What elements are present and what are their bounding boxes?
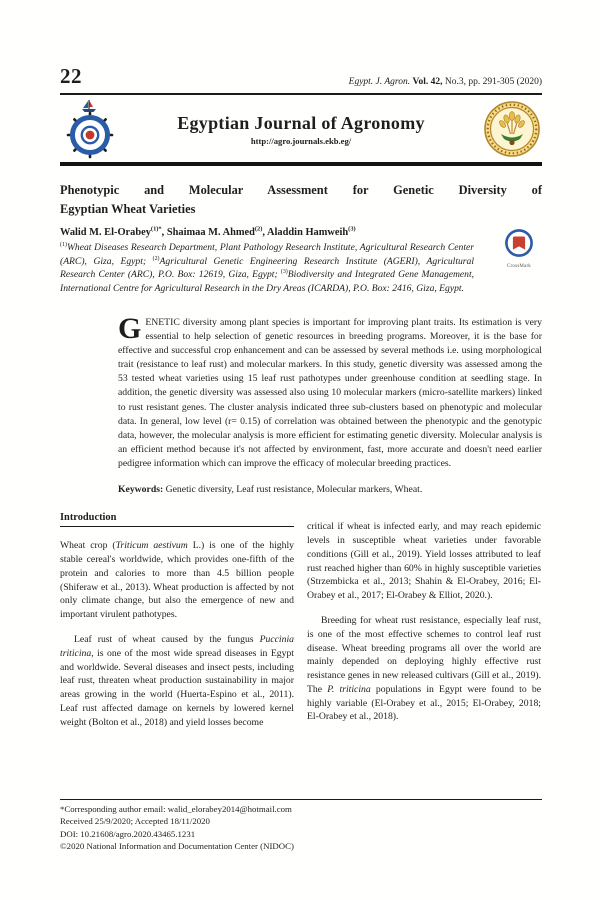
correspondence-line: *Corresponding author email: walid_elorabey2014@hotmail.com <box>60 804 292 814</box>
masthead <box>60 95 542 161</box>
arc-emblem-logo-icon <box>482 100 542 158</box>
crossmark-badge[interactable] <box>500 228 538 269</box>
keywords-line <box>118 484 542 495</box>
footer-divider <box>60 799 542 800</box>
author-list: Walid M. El-Orabey$^{(1)*}$, Shaimaa M. Ahmed$^{(2)}$, Aladdin Hamweih$^{(3)}$ <box>60 225 356 239</box>
abstract-text: ENETIC diversity among plant species is important for improving plant traits. Its estimation is very essential to help selection of genetic resources in breeding programs. Moreover, it is the base for effective and successful crop enhancement and can be assessed by several methods i.e. using morphological trait (resistance to leaf rust) and molecular markers. In this study, genetic diversity was assessed among the 53 tested wheat varieties using 15 leaf rust pathotypes under greenhouse condition at seedling stage. In addition, the genetic diversity was assessed also using 10 molecular markers (micro-satellite markers) linked to rust resistant genes. The cluster analysis indicated three sub-clusters based on phenotypic and molecular data. In general, low level (r= 0.15) of correlation was obtained between the phenotypic and the genotypic data, however, the molecular analysis is more efficient for estimating genetic diversity. Molecular analysis is an efficient method because it's not affected by environment, fast, more accurate and doesn't need earlier pedigree information which can improve the efficacy of molecular breeding practices. <box>118 316 542 470</box>
keywords-label: Keywords: <box>118 484 164 496</box>
doi-line: DOI: 10.21608/agro.2020.43465.1231 <box>60 828 196 839</box>
abstract-drop-cap: G <box>118 311 142 345</box>
article-title <box>60 181 542 218</box>
crossmark-icon <box>504 228 534 258</box>
received-accepted-line: Received 25/9/2020; Accepted 18/11/2020 <box>60 816 210 827</box>
journal-url-link[interactable]: http://agro.journals.ekb.eg/ <box>250 135 352 146</box>
page-number: 22 <box>60 64 82 88</box>
article-title-line1: Phenotypic and Molecular Assessment for Genetic Diversity of <box>60 183 542 197</box>
journal-title: Egyptian Journal of Agronomy <box>177 112 425 133</box>
masthead-divider <box>60 162 542 166</box>
abstract <box>118 311 542 472</box>
left-column <box>60 512 294 740</box>
page-footer <box>60 799 542 852</box>
keywords-text: Genetic diversity, Leaf rust resistance, Molecular markers, Wheat. <box>163 484 423 496</box>
intro-paragraph: Breeding for wheat rust resistance, especially leaf rust, is one of the most effective schemes to control leaf rust disease. Wheat breeding programs all over the world are mainly depended on deploying highly effective rust resistance genes in new released cultivars (Gill et al., 2019). The P. triticina populations in Egypt were found to be highly variable (El-Orabey et al., 2015; El-Orabey, 2018; El-Orabey et al., 2018). <box>307 614 542 723</box>
intro-paragraph: Wheat crop (Triticum aestivum L.) is one of the highly stable cereal's worldwide, which provides one-fifth of the protein and calories to more than 4.5 billion people (Shiferaw et al., 2013). Wheat production is affected by not only climate change, but also the emergence of new and important virulent pathotypes. <box>60 540 294 621</box>
journal-citation: Egypt. J. Agron. Vol. 42, No.3, pp. 291-305 (2020) <box>348 77 542 87</box>
running-head <box>60 64 542 89</box>
intro-paragraph: critical if wheat is infected early, and may reach epidemic levels in susceptible wheat varieties under favorable conditions (Gill et al., 2019). Yield losses attributed to leaf rust reached higher than 60% in highly susceptible varieties (Strzembicka et al., 2013; Shahin & El-Orabey, 2016; El-Orabey et al., 2017; El-Orabey & Elliot, 2020.). <box>307 521 541 602</box>
journal-wheel-logo-icon <box>60 98 120 160</box>
body-columns <box>60 512 542 740</box>
crossmark-label: CrossMark <box>506 264 532 269</box>
affiliations: $^{(1)}$Wheat Diseases Research Department, Plant Pathology Research Institute, Agricultural Research Center (ARC), Giza, Egypt; $^{(2)}$Agricultural Genetic Engineering Research Institute (AGERI), Agricultural Research Center (ARC), P.O. Box: 12619, Giza, Egypt; $^{(3)}$Biodiversity and Integrated Gene Management, International Centre for Agricultural Research in the Dry Areas (ICARDA), P.O. Box: 2416, Giza, Egypt. <box>60 242 475 295</box>
copyright-line: ©2020 National Information and Documentation Center (NIDOC) <box>60 840 294 851</box>
introduction-heading: Introduction <box>60 512 294 527</box>
intro-paragraph: Leaf rust of wheat caused by the fungus Puccinia triticina, is one of the most wide spread diseases in Egypt and worldwide. Several diseases and insect pests, including leaf rust, threaten wheat production sustainability in major areas growing in the world (Huerta-Espino et al., 2011). Leaf rust affected damage on kernels by lowered kernel weight (Bolton et al., 2018) and yield losses become <box>60 633 294 728</box>
article-title-line2: Egyptian Wheat Varieties <box>60 201 196 216</box>
right-column <box>307 512 541 740</box>
